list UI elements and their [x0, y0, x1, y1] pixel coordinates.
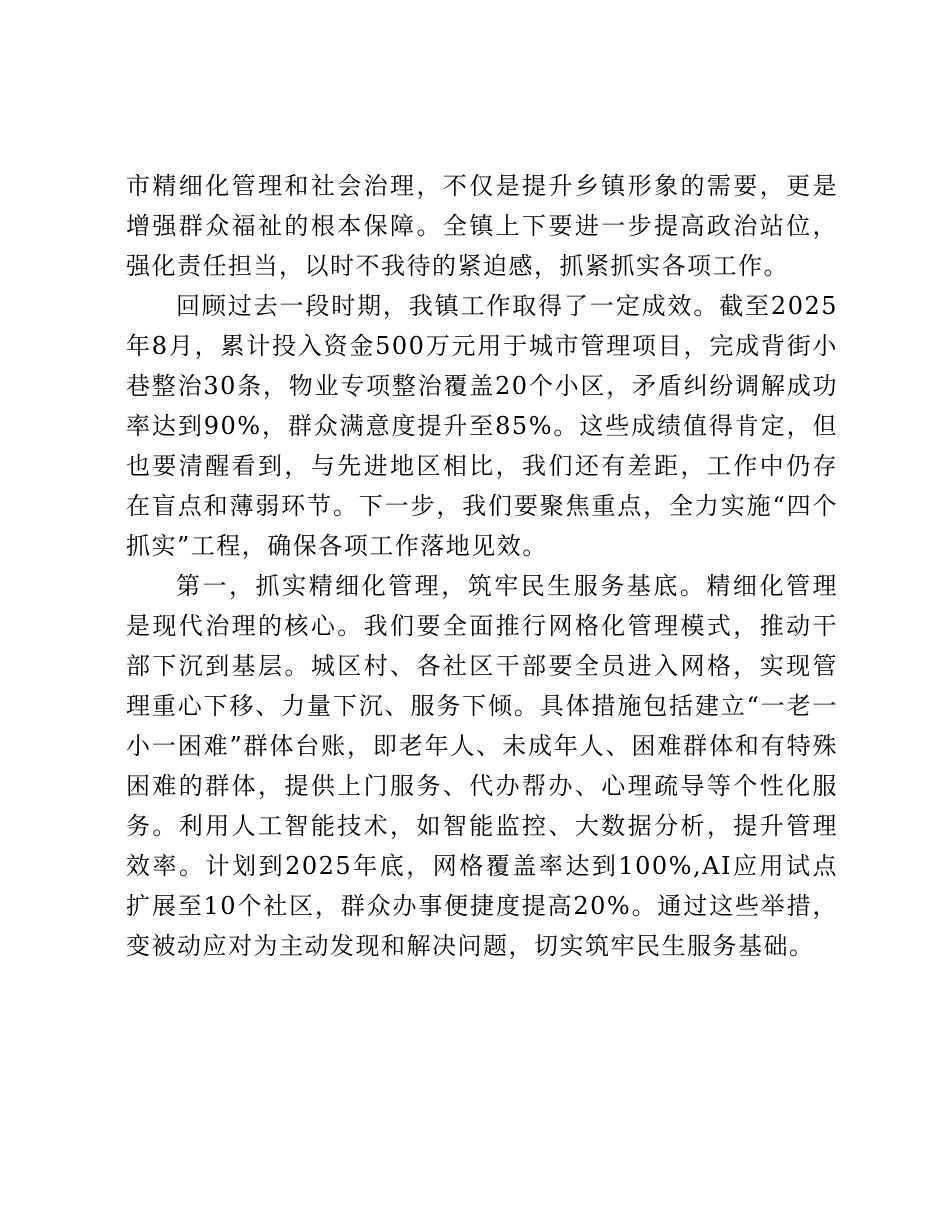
paragraph-1: 市精细化管理和社会治理，不仅是提升乡镇形象的需要，更是增强群众福祉的根本保障。全镇上下要进一步提高政治站位，强化责任担当，以时不我待的紧迫感，抓紧抓实各项工作。: [126, 172, 838, 280]
paragraph-2: 回顾过去一段时期，我镇工作取得了一定成效。截至2025年8月，累计投入资金500万元用于城市管理项目，完成背街小巷整治30条，物业专项整治覆盖20个小区，矛盾纠纷调解成功率达到90%，群众满意度提升至85%。这些成绩值得肯定，但也要清醒看到，与先进地区相比，我们还有差距，工作中仍存在盲点和薄弱环节。下一步，我们要聚焦重点，全力实施“四个抓实”工程，确保各项工作落地见效。: [126, 292, 838, 560]
document-body: [126, 166, 838, 966]
paragraph-3: 第一，抓实精细化管理，筑牢民生服务基底。精细化管理是现代治理的核心。我们要全面推行网格化管理模式，推动干部下沉到基层。城区村、各社区干部要全员进入网格，实现管理重心下移、力量下沉、服务下倾。具体措施包括建立“一老一小一困难”群体台账，即老年人、未成年人、困难群体和有特殊困难的群体，提供上门服务、代办帮办、心理疏导等个性化服务。利用人工智能技术，如智能监控、大数据分析，提升管理效率。计划到2025年底，网格覆盖率达到100%,AI应用试点扩展至10个社区，群众办事便捷度提高20%。通过这些举措，变被动应对为主动发现和解决问题，切实筑牢民生服务基础。: [126, 572, 838, 960]
